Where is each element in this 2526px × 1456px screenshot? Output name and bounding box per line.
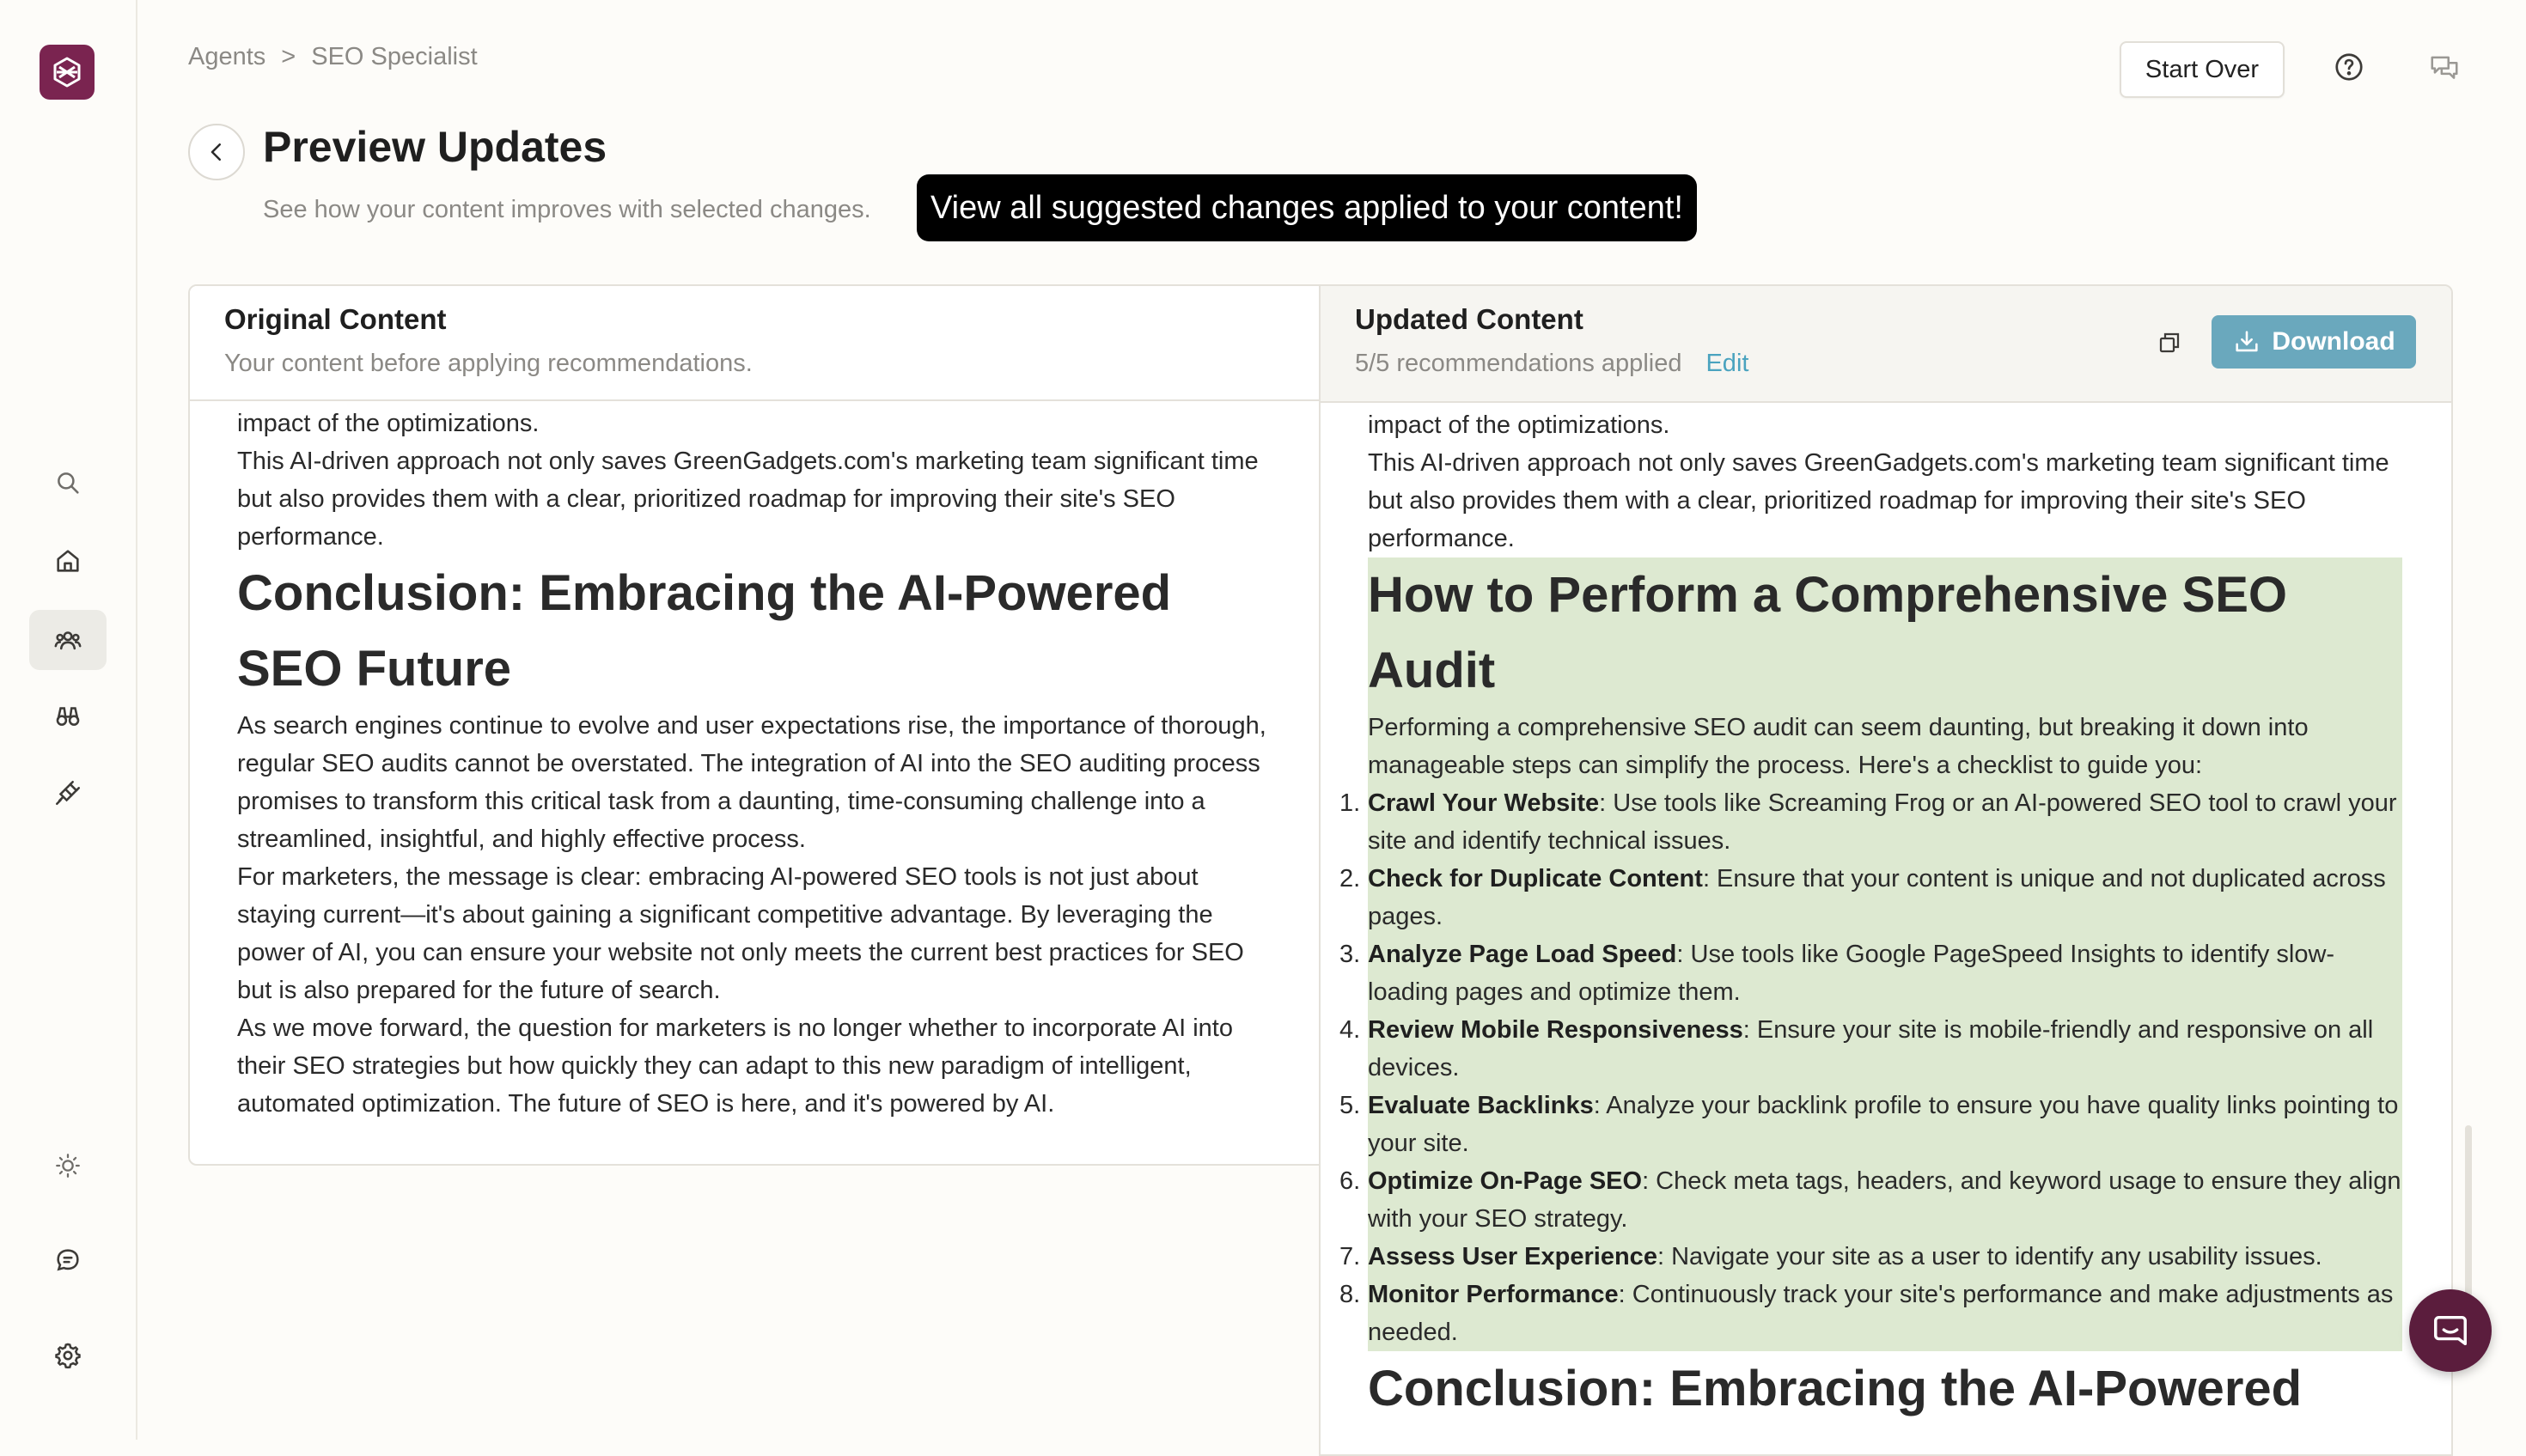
breadcrumb-current: SEO Specialist xyxy=(311,43,478,70)
section-heading: How to Perform a Comprehensive SEO Audit xyxy=(1368,567,2288,698)
paragraph: As search engines continue to evolve and user expectations rise, the importance of thorough, regular SEO audits cannot be overstated. The integration of AI into the SEO auditing process promises to transform this critical task from a daunting, time-consuming challenge into a streamlined, insightful, and highly effective process. xyxy=(237,712,1266,853)
tooltip: View all suggested changes applied to your content! xyxy=(917,174,1697,241)
page-subtitle: See how your content improves with selected changes. xyxy=(263,196,871,223)
original-content-panel xyxy=(188,284,1322,1166)
sidebar xyxy=(0,0,137,1440)
plug-icon xyxy=(53,778,82,807)
inserted-section-highlight xyxy=(1339,557,2402,1351)
sidebar-item-integrations[interactable] xyxy=(29,763,107,823)
paragraph: For marketers, the message is clear: embracing AI-powered SEO tools is not just about staying current—it's about gaining a significant competitive advantage. By leveraging the power of AI, you can ensure your website not only meets the current best practices for SEO but is also prepared for the future of search. xyxy=(237,863,1244,1004)
binoculars-icon xyxy=(53,701,82,730)
list-item: 7. Assess User Experience: Navigate your site as a user to identify any usability issues. xyxy=(1339,1243,2322,1270)
start-over-button[interactable]: Start Over xyxy=(2120,41,2285,98)
section-heading: Conclusion: Embracing the AI-Powered xyxy=(1368,1361,2303,1416)
list-item: 6. Optimize On-Page SEO: Check meta tags, headers, and keyword usage to ensure they align with your SEO strategy. xyxy=(1339,1167,2401,1233)
recommendations-count: 5/5 recommendations applied xyxy=(1355,350,1682,377)
paragraph: Performing a comprehensive SEO audit can seem daunting, but breaking it down into manageable steps can simplify the process. Here's a checklist to guide you: xyxy=(1368,714,2309,779)
original-panel-subtitle: Your content before applying recommendations. xyxy=(224,350,753,377)
help-button[interactable] xyxy=(2330,48,2368,86)
paragraph: As we move forward, the question for marketers is no longer whether to incorporate AI into their SEO strategies but how quickly they can adapt to this new paradigm of intelligent, automated optimization. The future of SEO is here, and it's powered by AI. xyxy=(237,1014,1233,1118)
list-item: 4. Review Mobile Responsiveness: Ensure your site is mobile-friendly and responsive on all devices. xyxy=(1339,1016,2374,1081)
original-content-body xyxy=(190,401,1321,1123)
list-item: 1. Crawl Your Website: Use tools like Screaming Frog or an AI-powered SEO tool to crawl your site and identify technical issues. xyxy=(1339,789,2397,855)
download-button[interactable] xyxy=(2212,315,2416,369)
page-title: Preview Updates xyxy=(263,123,607,171)
download-icon xyxy=(2232,327,2261,356)
paragraph: This AI-driven approach not only saves GreenGadgets.com's marketing team significant time but also provides them with a clear, prioritized roadmap for improving their site's SEO performance. xyxy=(237,448,1259,551)
sidebar-item-agents[interactable] xyxy=(29,610,107,670)
chevron-left-icon xyxy=(204,139,229,165)
sidebar-item-messages[interactable] xyxy=(29,1230,107,1290)
list-item: 2. Check for Duplicate Content: Ensure that your content is unique and not duplicated across pages. xyxy=(1339,865,2386,930)
app-logo[interactable] xyxy=(40,45,95,100)
home-icon xyxy=(53,546,82,576)
chat-toggle-button[interactable] xyxy=(2425,48,2463,86)
breadcrumb xyxy=(188,43,478,71)
logo-mark-icon xyxy=(50,55,84,89)
sidebar-item-explore[interactable] xyxy=(29,685,107,746)
sun-icon xyxy=(53,1151,82,1180)
breadcrumb-separator: > xyxy=(281,43,296,70)
list-item: 3. Analyze Page Load Speed: Use tools like Google PageSpeed Insights to identify slow-loading pages and optimize them. xyxy=(1339,941,2335,1006)
edit-link[interactable]: Edit xyxy=(1705,350,1749,377)
original-panel-header xyxy=(190,286,1321,401)
copy-icon xyxy=(2157,330,2182,356)
sidebar-item-home[interactable] xyxy=(29,531,107,591)
help-icon xyxy=(2333,51,2365,83)
updated-content-panel xyxy=(1319,284,2453,1456)
download-label: Download xyxy=(2272,327,2395,356)
updated-panel-header xyxy=(1321,286,2451,403)
back-button[interactable] xyxy=(188,124,245,180)
updated-panel-status xyxy=(1355,350,1748,378)
search-icon xyxy=(53,468,82,497)
list-item: 5. Evaluate Backlinks: Analyze your backlink profile to ensure you have quality links pointing to your site. xyxy=(1339,1092,2399,1157)
original-panel-title: Original Content xyxy=(224,303,447,335)
chat-icon xyxy=(2431,1311,2470,1350)
audit-checklist xyxy=(1339,784,2402,1351)
paragraph: This AI-driven approach not only saves GreenGadgets.com's marketing team significant time but also provides them with a clear, prioritized roadmap for improving their site's SEO performance. xyxy=(1368,449,2389,552)
sidebar-item-settings[interactable] xyxy=(29,1325,107,1386)
paragraph: impact of the optimizations. xyxy=(237,410,540,437)
support-chat-button[interactable] xyxy=(2409,1289,2492,1372)
updated-panel-title: Updated Content xyxy=(1355,303,1583,335)
theme-toggle[interactable] xyxy=(29,1136,107,1196)
section-heading: Conclusion: Embracing the AI-Powered SEO Future xyxy=(237,565,1172,697)
copy-button[interactable] xyxy=(2152,326,2187,360)
sidebar-item-search[interactable] xyxy=(29,453,107,513)
users-icon xyxy=(53,625,82,655)
scrollbar[interactable] xyxy=(2465,1125,2472,1297)
message-icon xyxy=(53,1246,82,1275)
chat-bubbles-icon xyxy=(2428,51,2461,83)
updated-content-body xyxy=(1321,403,2451,1427)
list-item: 8. Monitor Performance: Continuously track your site's performance and make adjustments as needed. xyxy=(1339,1281,2394,1346)
breadcrumb-agents-link[interactable]: Agents xyxy=(188,43,266,70)
gear-icon xyxy=(53,1341,82,1370)
paragraph: impact of the optimizations. xyxy=(1368,411,1670,439)
